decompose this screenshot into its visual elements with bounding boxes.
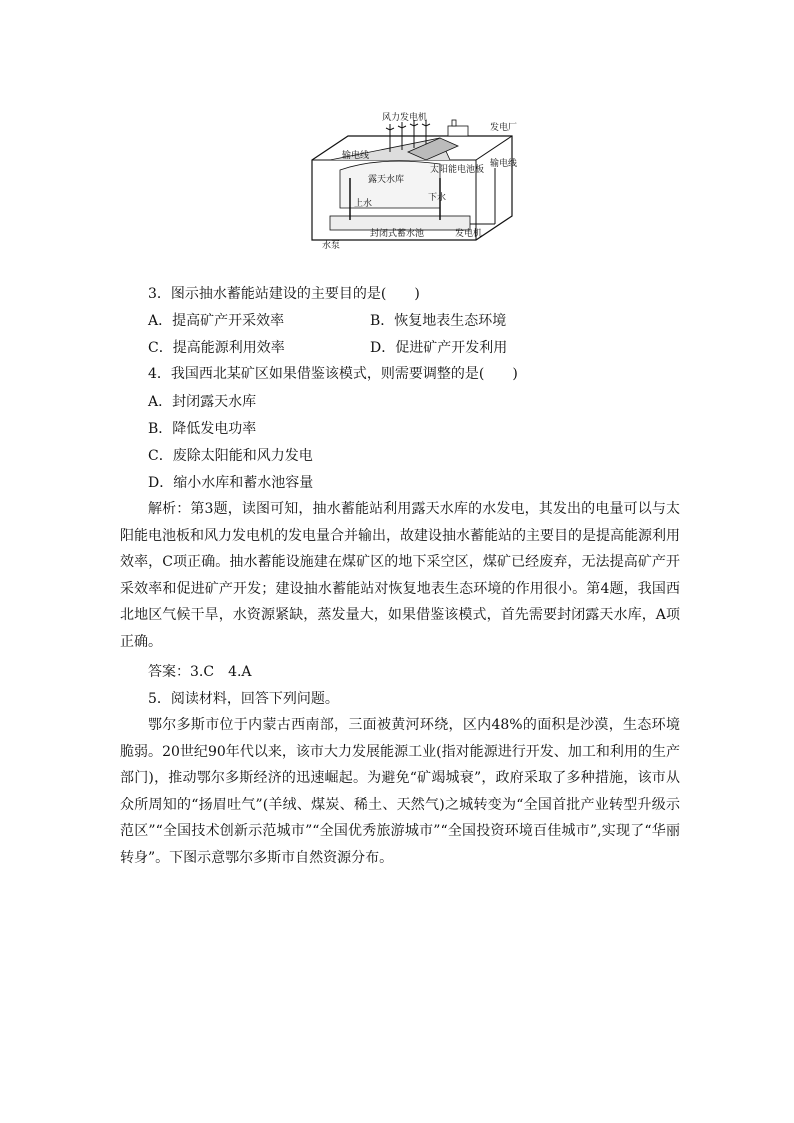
q3-option-c: C．提高能源利用效率 (148, 340, 285, 356)
q4-option-d: D．缩小水库和蓄水池容量 (148, 475, 314, 491)
answer-line: 答案：3.C 4.A (148, 664, 252, 680)
label-open-reservoir: 露天水库 (368, 175, 405, 185)
diagram-svg (290, 108, 540, 260)
label-power-line-left: 输电线 (342, 151, 370, 161)
label-down-water: 下水 (428, 193, 447, 203)
label-pump: 水泵 (322, 241, 341, 251)
q4-option-a: A．封闭露天水库 (148, 394, 257, 410)
q5-stem: 5．阅读材料，回答下列问题。 (148, 691, 339, 707)
q4-stem: 4．我国西北某矿区如果借鉴该模式，则需要调整的是( ) (148, 366, 518, 382)
label-closed-pool: 封闭式蓄水池 (370, 229, 425, 239)
q3-option-b: B．恢复地表生态环境 (370, 313, 507, 329)
q4-option-b: B．降低发电功率 (148, 421, 257, 437)
q3-option-d: D．促进矿产开发利用 (370, 340, 508, 356)
label-plant: 发电厂 (490, 123, 518, 133)
q3-option-a: A．提高矿产开采效率 (148, 313, 285, 329)
analysis-paragraph: 解析：第3题，读图可知，抽水蓄能站利用露天水库的水发电，其发出的电量可以与太阳能电池板和风力发电机的发电量合并输出，故建设抽水蓄能站的主要目的是提高能源利用效率，C项正确。抽水蓄能设施建在煤矿区的地下采空区，煤矿已经废弃，无法提高矿产开采效率和促进矿产开发；建设抽水蓄能站对恢复地表生态环境的作用很小。第4题，我国西北地区气候干旱，水资源紧缺，蒸发量大，如果借鉴该模式，首先需要封闭露天水库，A项正确。 (120, 501, 680, 650)
q3-stem: 3．图示抽水蓄能站建设的主要目的是( ) (148, 286, 420, 302)
label-up-water: 上水 (354, 199, 373, 209)
label-power-line-right: 输电线 (490, 159, 518, 169)
pumped-storage-diagram (290, 108, 540, 260)
q5-material: 鄂尔多斯市位于内蒙古西南部，三面被黄河环绕，区内48%的面积是沙漠，生态环境脆弱。20世纪90年代以来，该市大力发展能源工业(指对能源进行开发、加工和利用的生产部门)，推动鄂尔多斯经济的迅速崛起。为避免“矿竭城衰”，政府采取了多种措施，该市从众所周知的“扬眉吐气”(羊绒、煤炭、稀土、天然气)之城转变为“全国首批产业转型升级示范区”“全国技术创新示范城市”“全国优秀旅游城市”“全国投资环境百佳城市”,实现了“华丽转身”。下图示意鄂尔多斯市自然资源分布。 (120, 717, 680, 866)
label-solar: 太阳能电池板 (430, 165, 485, 175)
q4-option-c: C．废除太阳能和风力发电 (148, 448, 313, 464)
label-generator: 发电机 (455, 229, 483, 239)
label-wind: 风力发电机 (382, 113, 428, 123)
